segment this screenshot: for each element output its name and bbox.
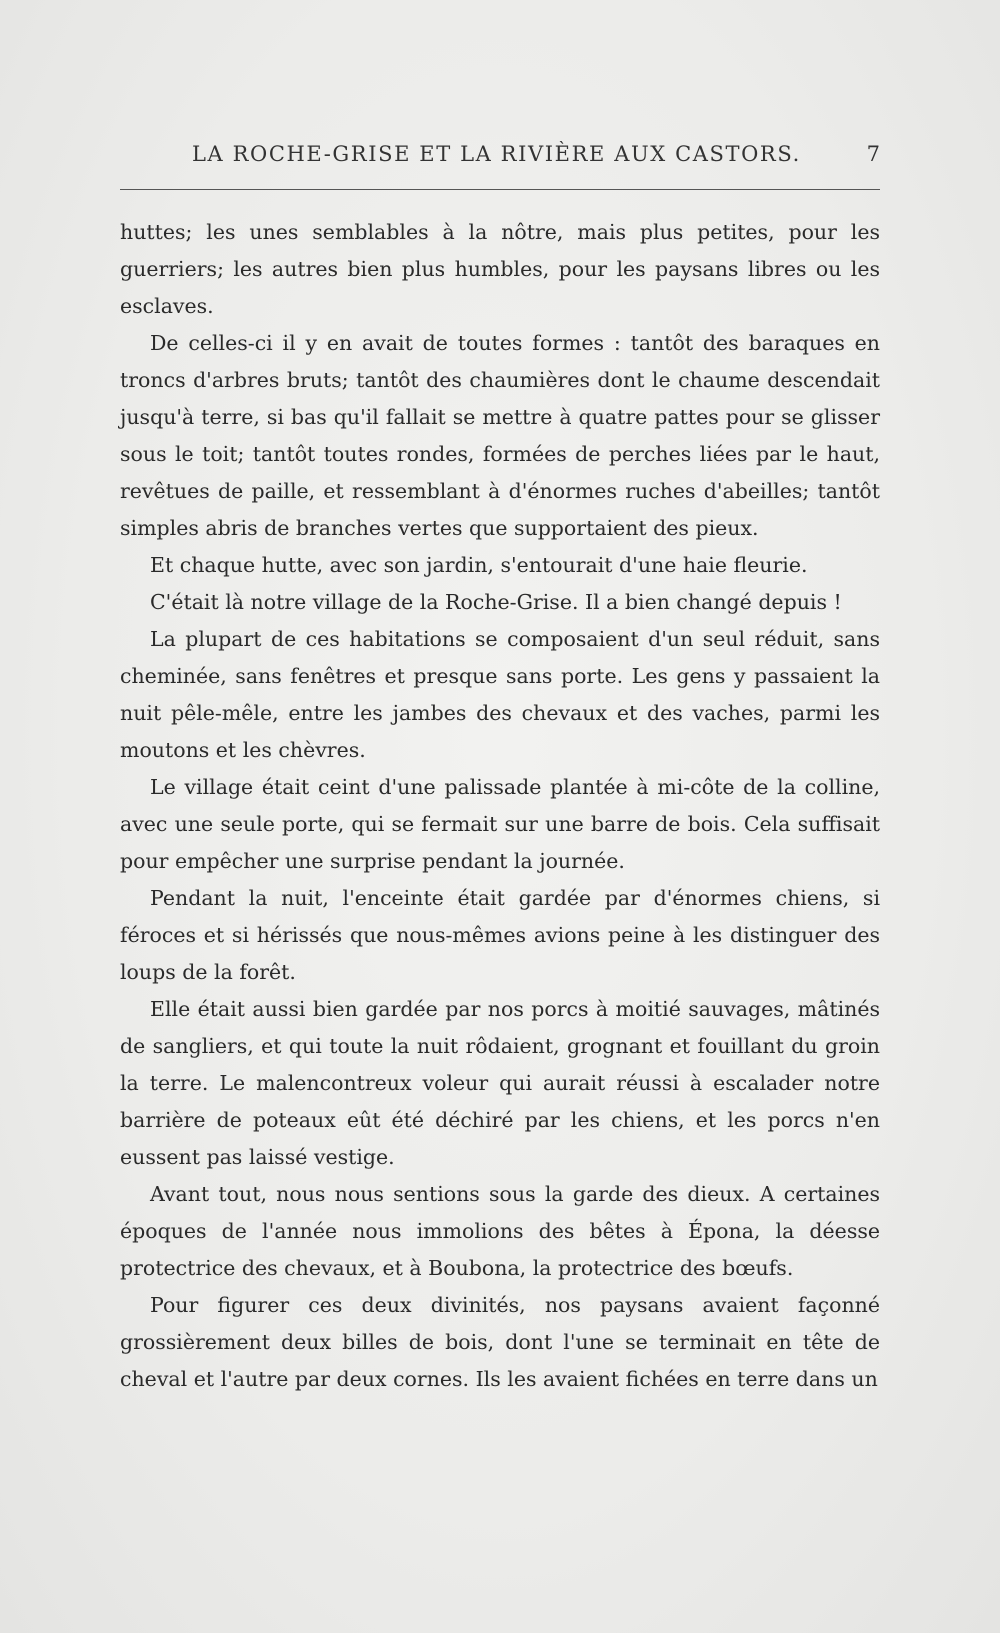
header-rule xyxy=(120,189,880,190)
paragraph: Avant tout, nous nous sentions sous la garde des dieux. A certaines époques de l'année nous immolions des bêtes à Épona, la déesse protectrice des chevaux, et à Boubona, la protectrice des bœufs. xyxy=(120,1182,880,1280)
paragraph: Le village était ceint d'une palissade plantée à mi-côte de la colline, avec une seule porte, qui se fermait sur une barre de bois. Cela suffisait pour empêcher une surprise pendant la journée. xyxy=(120,775,880,873)
paragraph: La plupart de ces habitations se composaient d'un seul réduit, sans cheminée, sans fenêtres et presque sans porte. Les gens y passaient la nuit pêle-mêle, entre les jambes des chevaux et des vaches, parmi les moutons et les chèvres. xyxy=(120,627,880,762)
running-head xyxy=(120,142,880,172)
paragraph: Pour figurer ces deux divinités, nos paysans avaient façonné grossièrement deux billes de bois, dont l'une se terminait en tête de cheval et l'autre par deux cornes. Ils les avaient fichées en terre dans un xyxy=(120,1293,880,1391)
paragraph: C'était là notre village de la Roche-Grise. Il a bien changé depuis ! xyxy=(150,590,842,614)
paragraph: Et chaque hutte, avec son jardin, s'entourait d'une haie fleurie. xyxy=(150,553,808,577)
paragraph: huttes; les unes semblables à la nôtre, mais plus petites, pour les guerriers; les autres bien plus humbles, pour les paysans libres ou les esclaves. xyxy=(120,220,880,318)
body-text xyxy=(120,214,880,1398)
paragraph: Pendant la nuit, l'enceinte était gardée par d'énormes chiens, si féroces et si hérissés que nous-mêmes avions peine à les distinguer des loups de la forêt. xyxy=(120,886,880,984)
paragraph: Elle était aussi bien gardée par nos porcs à moitié sauvages, mâtinés de sangliers, et qui toute la nuit rôdaient, grognant et fouillant du groin la terre. Le malencontreux voleur qui aurait réussi à escalader notre barrière de poteaux eût été déchiré par les chiens, et les porcs n'en eussent pas laissé vestige. xyxy=(120,997,880,1169)
running-title: LA ROCHE-GRISE ET LA RIVIÈRE AUX CASTORS. xyxy=(192,142,801,166)
paragraph: De celles-ci il y en avait de toutes formes : tantôt des baraques en troncs d'arbres bruts; tantôt des chaumières dont le chaume descendait jusqu'à terre, si bas qu'il fallait se mettre à quatre pattes pour se glisser sous le toit; tantôt toutes rondes, formées de perches liées par le haut, revêtues de paille, et ressemblant à d'énormes ruches d'abeilles; tantôt simples abris de branches vertes que supportaient des pieux. xyxy=(120,331,880,540)
page-number: 7 xyxy=(866,142,880,166)
